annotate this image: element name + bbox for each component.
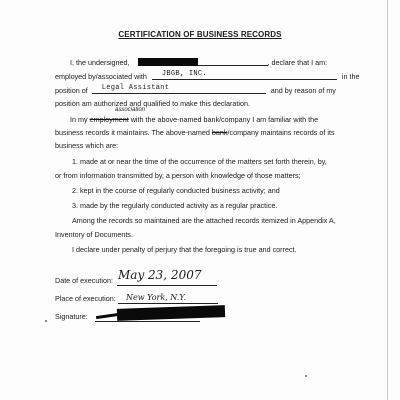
scan-edge (387, 0, 388, 400)
date-rule (117, 285, 217, 286)
signature-label: Signature: (55, 312, 88, 321)
intro-line (70, 57, 327, 67)
familiar-struck: employment (89, 115, 129, 124)
item-1: 1. made at or near the time of the occurrence of the matters set forth therein, by, (72, 157, 327, 166)
place-rule (118, 303, 218, 304)
position-title: Legal Assistant (101, 84, 170, 92)
place-value: New York, N.Y. (126, 293, 187, 302)
place-label: Place of execution: (55, 294, 116, 303)
position-suffix: and by reason of my (270, 86, 336, 95)
maintains-struck: bank (211, 128, 228, 137)
which-are-line: business which are: (55, 141, 119, 150)
date-label: Date of execution: (55, 276, 113, 285)
records-line-1: Among the records so maintained are the attached records itemized in Appendix A, (72, 216, 336, 225)
position-prefix: position of (55, 86, 88, 95)
maintains-suffix: /company maintains records of its (227, 128, 335, 137)
authorized-line: position am authorized and qualified to make this declaration. (55, 99, 250, 108)
employment-suffix: in the (341, 72, 360, 81)
records-line-2: Inventory of Documents. (55, 230, 133, 239)
item-1-cont: or from information transmitted by, a person with knowledge of those matters; (55, 171, 301, 180)
date-value: May 23, 2007 (118, 268, 202, 282)
maintains-prefix: business records it maintains. The above-named (55, 128, 210, 137)
familiar-line (70, 115, 318, 124)
employment-prefix: employed by/associated with (55, 72, 147, 81)
name-blank (198, 57, 268, 66)
intro-suffix: , declare that I am: (267, 58, 328, 67)
familiar-suffix: with the above-named bank/company I am familiar with the (130, 115, 319, 124)
scan-speck (305, 375, 307, 377)
position-blank (92, 85, 266, 94)
handwritten-insert: association (115, 107, 146, 113)
redacted-name (138, 58, 198, 66)
employment-line (55, 71, 359, 81)
company-blank (152, 71, 337, 80)
signature-rule (95, 321, 200, 322)
item-2: 2. kept in the course of regularly conducted business activity; and (72, 186, 280, 195)
item-3: 3. made by the regularly conducted activity as a regular practice. (72, 201, 278, 210)
document-title: CERTIFICATION OF BUSINESS RECORDS (118, 30, 282, 39)
intro-prefix: I, the undersigned, (70, 58, 130, 67)
company-name: JBGB, INC. (161, 70, 207, 78)
scan-speck (45, 320, 47, 322)
maintains-line (55, 128, 335, 137)
position-line (55, 85, 336, 95)
redacted-signature (117, 305, 225, 321)
familiar-prefix: In my (70, 115, 88, 124)
perjury-line: I declare under penalty of perjury that the foregoing is true and correct. (72, 245, 297, 254)
